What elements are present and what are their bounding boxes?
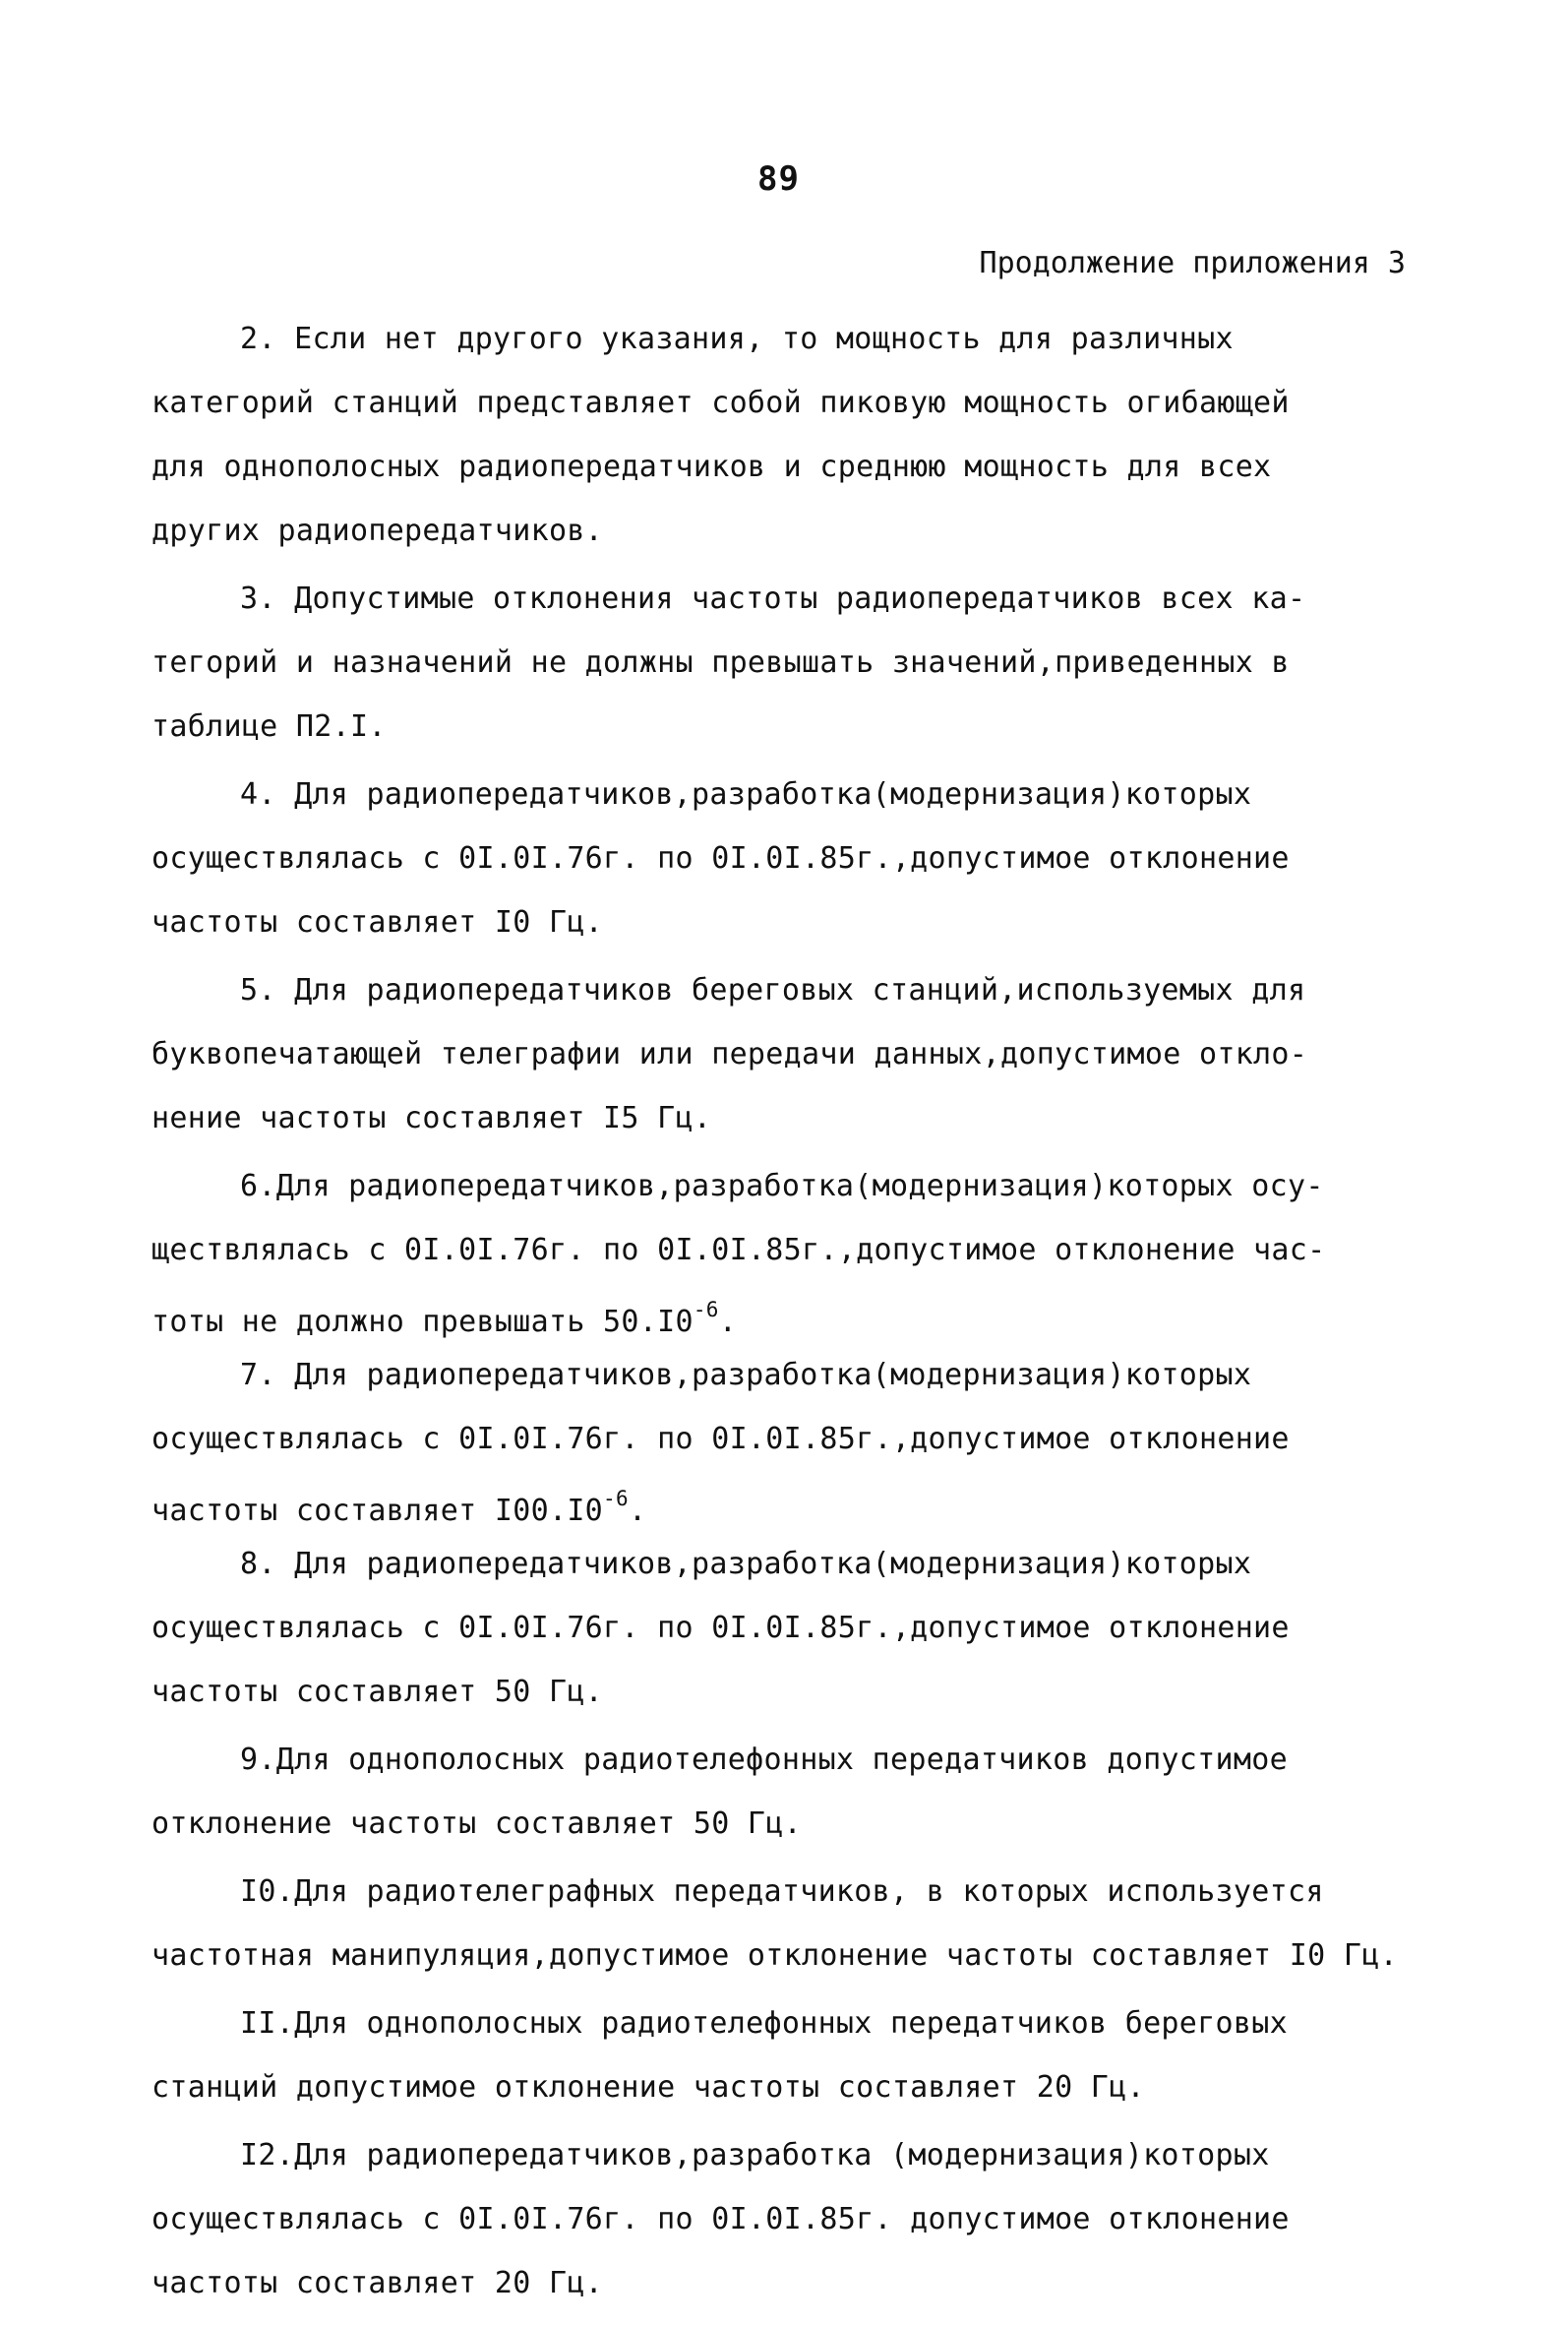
paragraph-line: осуществлялась с 0I.0I.76г. по 0I.0I.85г.,допустимое отклонение (151, 1611, 1290, 1645)
paragraph-line: 2. Если нет другого указания, то мощность для различных (240, 322, 1234, 356)
paragraph-line: нение частоты составляет I5 Гц. (151, 1101, 712, 1135)
paragraph-line: 7. Для радиопередатчиков,разработка(модернизация)которых (240, 1358, 1252, 1392)
paragraph-line: отклонение частоты составляет 50 Гц. (151, 1806, 803, 1841)
paragraph-line: осуществлялась с 0I.0I.76г. по 0I.0I.85г. допустимое отклонение (151, 2202, 1290, 2236)
paragraph-line: частотная манипуляция,допустимое отклонение частоты составляет I0 Гц. (151, 1938, 1398, 1973)
paragraph-line (151, 1471, 1440, 1528)
paragraph-line: 4. Для радиопередатчиков,разработка(модернизация)которых (240, 777, 1252, 812)
paragraph-p6 (151, 1154, 1440, 1339)
line-tail: . (718, 1305, 738, 1339)
paragraph-p9 (151, 1728, 1440, 1856)
paragraph-line: тегорий и назначений не должны превышать значений,приведенных в (151, 645, 1290, 680)
paragraph-line: таблице П2.I. (151, 709, 387, 744)
paragraph-line: ществлялась с 0I.0I.76г. по 0I.0I.85г.,допустимое отклонение час- (151, 1233, 1326, 1267)
paragraph-line: осуществлялась с 0I.0I.76г. по 0I.0I.85г.,допустимое отклонение (151, 841, 1290, 876)
paragraph-line: 3. Допустимые отклонения частоты радиопередатчиков всех ка- (240, 581, 1306, 616)
line-tail: . (628, 1494, 647, 1528)
paragraph-p4 (151, 763, 1440, 954)
running-head: Продолжение приложения 3 (979, 246, 1406, 280)
paragraph-p11 (151, 1991, 1440, 2119)
exponent: -6 (693, 1298, 719, 1321)
paragraph-line: буквопечатающей телеграфии или передачи данных,допустимое откло- (151, 1037, 1308, 1071)
paragraph-line: категорий станций представляет собой пиковую мощность огибающей (151, 386, 1290, 420)
paragraph-line: I0.Для радиотелеграфных передатчиков, в которых используется (240, 1874, 1324, 1909)
paragraph-line: 6.Для радиопередатчиков,разработка(модернизация)которых осу- (240, 1169, 1324, 1203)
body-text (151, 307, 1440, 2315)
paragraph-line: частоты составляет 50 Гц. (151, 1675, 604, 1709)
paragraph-line: станций допустимое отклонение частоты составляет 20 Гц. (151, 2070, 1145, 2105)
paragraph-line: для однополосных радиопередатчиков и среднюю мощность для всех (151, 450, 1272, 484)
paragraph-line: 5. Для радиопередатчиков береговых станций,используемых для (240, 973, 1306, 1008)
paragraph-line: 9.Для однополосных радиотелефонных передатчиков допустимое (240, 1743, 1288, 1777)
paragraph-line: 8. Для радиопередатчиков,разработка(модернизация)которых (240, 1547, 1252, 1581)
paragraph-p3 (151, 567, 1440, 759)
paragraph-line: осуществлялась с 0I.0I.76г. по 0I.0I.85г.,допустимое отклонение (151, 1422, 1290, 1456)
line-text: частоты составляет I00.I0 (151, 1494, 604, 1528)
line-text: тоты не должно превышать 50.I0 (151, 1305, 694, 1339)
paragraph-line: I2.Для радиопередатчиков,разработка (модернизация)которых (240, 2138, 1270, 2172)
paragraph-p5 (151, 958, 1440, 1150)
paragraph-line (151, 1282, 1440, 1339)
paragraph-p8 (151, 1532, 1440, 1724)
paragraph-line: II.Для однополосных радиотелефонных передатчиков береговых (240, 2006, 1288, 2041)
paragraph-p10 (151, 1860, 1440, 1988)
paragraph-line: частоты составляет 20 Гц. (151, 2266, 604, 2300)
paragraph-line: частоты составляет I0 Гц. (151, 905, 604, 940)
paragraph-p7 (151, 1343, 1440, 1528)
exponent: -6 (603, 1487, 629, 1510)
paragraph-p2 (151, 307, 1440, 563)
paragraph-line: других радиопередатчиков. (151, 514, 604, 548)
paragraph-p12 (151, 2123, 1440, 2315)
page-number: 89 (757, 159, 800, 199)
